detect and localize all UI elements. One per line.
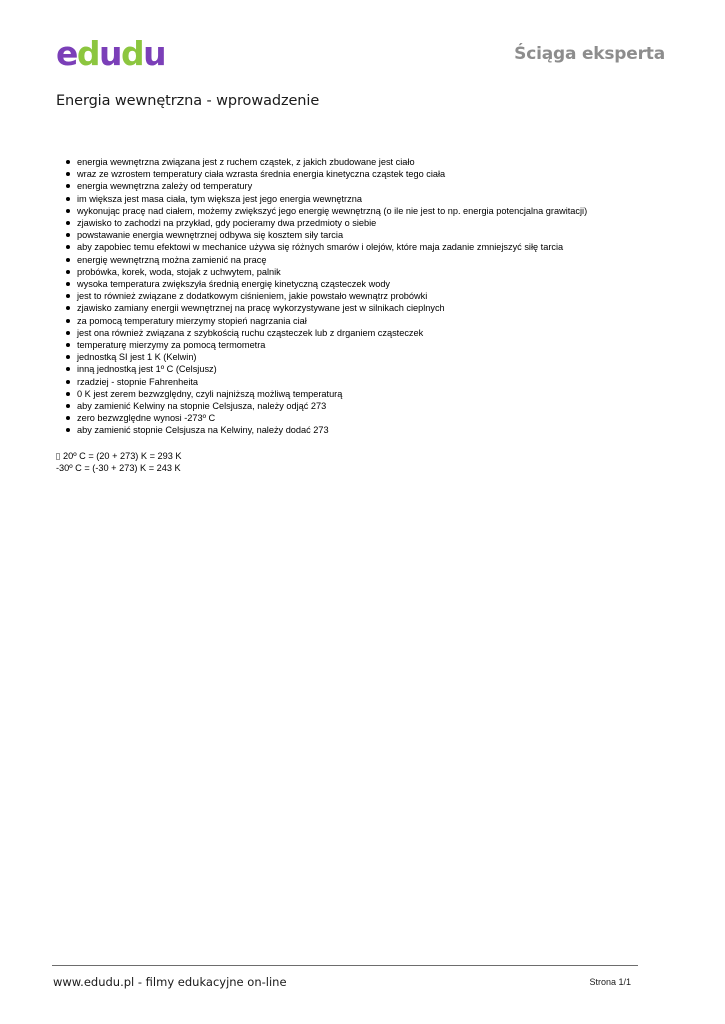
- list-item: [66, 254, 666, 266]
- bullet-dot-icon: [66, 404, 70, 408]
- bullet-dot-icon: [66, 197, 70, 201]
- list-item: [66, 424, 666, 436]
- bullet-dot-icon: [66, 160, 70, 164]
- list-item: [66, 229, 666, 241]
- bullet-dot-icon: [66, 184, 70, 188]
- formula-text: 20º C = (20 + 273) K = 293 K: [63, 451, 182, 461]
- list-item-text: 0 K jest zerem bezwzględny, czyli najniższą możliwą temperaturą: [77, 388, 343, 399]
- page-title: Energia wewnętrzna - wprowadzenie: [56, 93, 320, 109]
- list-item: [66, 278, 666, 290]
- list-item: [66, 302, 666, 314]
- formula-line: [56, 462, 182, 474]
- bullet-dot-icon: [66, 221, 70, 225]
- list-item-text: za pomocą temperatury mierzymy stopień nagrzania ciał: [77, 315, 307, 326]
- bullet-dot-icon: [66, 416, 70, 420]
- bullet-dot-icon: [66, 294, 70, 298]
- list-item-text: energia wewnętrzna związana jest z ruchem cząstek, z jakich zbudowane jest ciało: [77, 157, 415, 167]
- bullet-dot-icon: [66, 282, 70, 286]
- bullet-dot-icon: [66, 392, 70, 396]
- footer-divider: [52, 965, 638, 966]
- formula-text: -30º C = (-30 + 273) K = 243 K: [56, 463, 181, 474]
- page-number: Strona 1/1: [589, 977, 631, 987]
- list-item: [66, 156, 666, 168]
- header-tagline: Ściąga eksperta: [514, 44, 665, 64]
- list-item: [66, 327, 666, 339]
- list-item-text: jest ona również związana z szybkością ruchu cząsteczek lub z drganiem cząsteczek: [77, 327, 424, 338]
- list-item-text: wraz ze wzrostem temperatury ciała wzrasta średnia energia kinetyczna cząstek tego ciała: [77, 169, 446, 180]
- list-item: [66, 412, 666, 424]
- bullet-list: [66, 156, 666, 437]
- list-item-text: aby zamienić Kelwiny na stopnie Celsjusza, należy odjąć 273: [77, 401, 327, 412]
- bullet-dot-icon: [66, 343, 70, 347]
- list-item-text: energię wewnętrzną można zamienić na pracę: [77, 254, 267, 265]
- bullet-dot-icon: [66, 428, 70, 432]
- bullet-dot-icon: [66, 319, 70, 323]
- list-item-text: probówka, korek, woda, stojak z uchwytem, palnik: [77, 266, 281, 277]
- list-item: [66, 241, 666, 253]
- list-item: [66, 388, 666, 400]
- bullet-dot-icon: [66, 233, 70, 237]
- bullet-dot-icon: [66, 380, 70, 384]
- bullet-dot-icon: [66, 258, 70, 262]
- bullet-dot-icon: [66, 209, 70, 213]
- list-item-text: inną jednostką jest 1º C (Celsjusz): [77, 364, 217, 375]
- list-item: [66, 339, 666, 351]
- list-item-text: aby zapobiec temu efektowi w mechanice używa się różnych smarów i olejów, które maja zadanie zmniejszyć siłę tarcia: [77, 242, 564, 253]
- list-item: [66, 217, 666, 229]
- list-item: [66, 205, 666, 217]
- list-item: [66, 400, 666, 412]
- missing-glyph-icon: [56, 453, 60, 460]
- list-item: [66, 168, 666, 180]
- list-item-text: rzadziej - stopnie Fahrenheita: [77, 376, 199, 387]
- list-item-text: zjawisko to zachodzi na przykład, gdy pocieramy dwa przedmioty o siebie: [77, 218, 377, 229]
- list-item: [66, 193, 666, 205]
- bullet-dot-icon: [66, 270, 70, 274]
- svg-text:edudu: edudu: [56, 36, 166, 73]
- list-item-text: zjawisko zamiany energii wewnętrznej na pracę wykorzystywane jest w silnikach cieplnych: [77, 303, 445, 314]
- footer-site-link[interactable]: www.edudu.pl - filmy edukacyjne on-line: [53, 975, 287, 989]
- list-item-text: wysoka temperatura zwiększyła średnią energię kinetyczną cząsteczek wody: [77, 279, 391, 290]
- list-item: [66, 351, 666, 363]
- list-item-text: aby zamienić stopnie Celsjusza na Kelwiny, należy dodać 273: [77, 425, 329, 436]
- list-item-text: jest to również związane z dodatkowym ciśnieniem, jakie powstało wewnątrz probówki: [77, 291, 428, 302]
- bullet-dot-icon: [66, 245, 70, 249]
- list-item-text: wykonując pracę nad ciałem, możemy zwiększyć jego energię wewnętrzną (o ile nie jest to np. energia potencjalna grawitacji): [77, 205, 588, 216]
- bullet-dot-icon: [66, 331, 70, 335]
- list-item: [66, 363, 666, 375]
- bullet-dot-icon: [66, 172, 70, 176]
- bullet-dot-icon: [66, 355, 70, 359]
- list-item-text: jednostką SI jest 1 K (Kelwin): [77, 352, 197, 363]
- list-item-text: powstawanie energia wewnętrznej odbywa się kosztem siły tarcia: [77, 230, 344, 241]
- list-item-text: energia wewnętrzna zależy od temperatury: [77, 181, 253, 192]
- edudu-logo[interactable]: [56, 36, 190, 74]
- list-item: [66, 290, 666, 302]
- bullet-dot-icon: [66, 306, 70, 310]
- formula-line: [56, 450, 182, 462]
- bullet-dot-icon: [66, 367, 70, 371]
- list-item: [66, 180, 666, 192]
- list-item: [66, 266, 666, 278]
- list-item-text: temperaturę mierzymy za pomocą termometra: [77, 340, 266, 351]
- list-item-text: zero bezwzględne wynosi -273º C: [77, 413, 216, 424]
- formula-block: [56, 450, 182, 474]
- list-item: [66, 376, 666, 388]
- list-item-text: im większa jest masa ciała, tym większa jest jego energia wewnętrzna: [77, 193, 362, 204]
- list-item: [66, 315, 666, 327]
